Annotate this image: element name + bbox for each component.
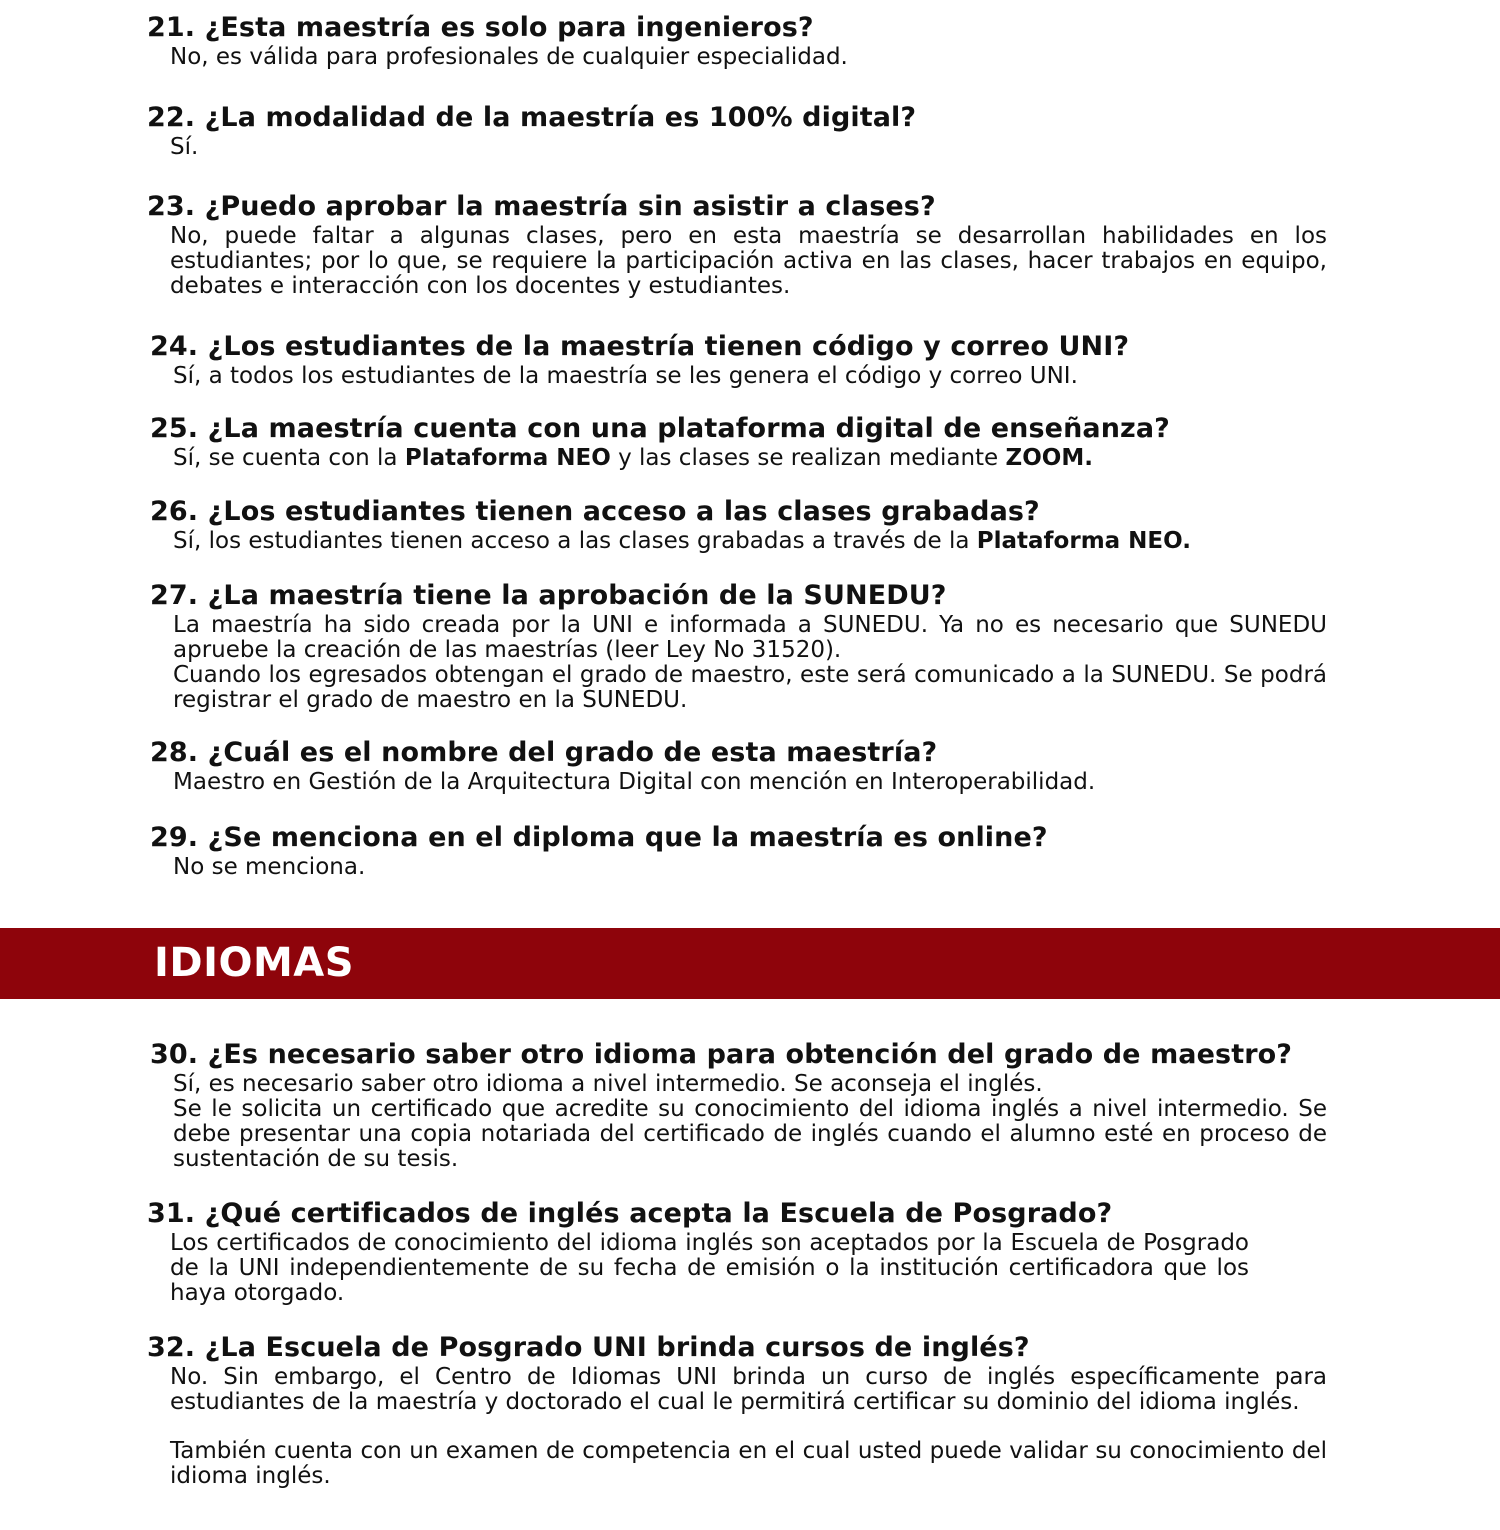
faq-item-29: [150, 821, 1330, 880]
faq-item-25: [150, 412, 1330, 471]
faq-question: 21. ¿Esta maestría es solo para ingenieros?: [147, 12, 814, 43]
faq-answer: [147, 224, 1327, 299]
faq-item-30: [150, 1038, 1327, 1172]
faq-answer-emphasis: Plataforma NEO: [404, 445, 611, 471]
faq-item-23: [147, 190, 1327, 299]
faq-answer-text: También cuenta con un examen de competencia en el cual usted puede validar su conocimiento del idioma inglés.: [170, 1438, 1327, 1489]
section-title: IDIOMAS: [154, 940, 355, 986]
faq-question: 22. ¿La modalidad de la maestría es 100% digital?: [147, 102, 917, 133]
faq-answer-segment: Sí, los estudiantes tienen acceso a las clases grabadas a través de la: [173, 528, 977, 554]
faq-question: 26. ¿Los estudiantes tienen acceso a las clases grabadas?: [150, 496, 1040, 527]
faq-answer-text: Maestro en Gestión de la Arquitectura Digital con mención en Interoperabilidad.: [173, 769, 1096, 795]
faq-item-21: [147, 11, 1327, 70]
faq-answer-text: [173, 529, 1330, 554]
faq-item-27: [150, 579, 1327, 713]
faq-question: 25. ¿La maestría cuenta con una plataforma digital de enseñanza?: [150, 413, 1170, 444]
faq-answer-text: Los certificados de conocimiento del idioma inglés son aceptados por la Escuela de Posgrado de la UNI independientemente de su fecha de emisión o la institución certificadora que los haya otorgado.: [170, 1230, 1249, 1306]
faq-answer: [150, 1072, 1327, 1172]
faq-question: 24. ¿Los estudiantes de la maestría tienen código y correo UNI?: [150, 331, 1130, 362]
faq-answer-text: Sí, a todos los estudiantes de la maestría se les genera el código y correo UNI.: [173, 363, 1078, 389]
faq-answer: [150, 364, 1330, 389]
faq-answer-segment: Sí, se cuenta con la: [173, 445, 405, 471]
faq-question: 31. ¿Qué certificados de inglés acepta la Escuela de Posgrado?: [147, 1198, 1113, 1229]
faq-answer: [147, 135, 1327, 160]
faq-answer-text: No, es válida para profesionales de cualquier especialidad.: [170, 44, 848, 70]
faq-answer-text: La maestría ha sido creada por la UNI e informada a SUNEDU. Ya no es necesario que SUNEDU apruebe la creación de las maestrías (leer Ley No 31520).: [173, 612, 1327, 663]
faq-answer: [150, 446, 1330, 471]
faq-answer: [150, 613, 1327, 713]
faq-item-22: [147, 101, 1327, 160]
faq-answer: [150, 770, 1330, 795]
faq-answer: [147, 1365, 1327, 1489]
faq-answer-emphasis: Plataforma NEO.: [976, 528, 1191, 554]
faq-question: 27. ¿La maestría tiene la aprobación de la SUNEDU?: [150, 580, 947, 611]
faq-answer: [150, 855, 1330, 880]
faq-answer-text: Sí.: [170, 134, 199, 160]
faq-answer-text: [173, 446, 1330, 471]
faq-answer-segment: y las clases se realizan mediante: [610, 445, 1006, 471]
faq-question: 28. ¿Cuál es el nombre del grado de esta maestría?: [150, 737, 938, 768]
faq-answer: [147, 45, 1327, 70]
faq-answer-text: Sí, es necesario saber otro idioma a nivel intermedio. Se aconseja el inglés.: [173, 1071, 1043, 1097]
faq-answer-text: Cuando los egresados obtengan el grado de maestro, este será comunicado a la SUNEDU. Se podrá registrar el grado de maestro en la SUNEDU.: [173, 662, 1327, 713]
faq-answer-text: No se menciona.: [173, 854, 366, 880]
faq-answer-text: No. Sin embargo, el Centro de Idiomas UNI brinda un curso de inglés específicamente para estudiantes de la maestría y doctorado el cual le permitirá certificar su dominio del idioma inglés.: [170, 1364, 1327, 1415]
section-header-band: [0, 928, 1500, 999]
faq-answer-text: Se le solicita un certificado que acredite su conocimiento del idioma inglés a nivel intermedio. Se debe presentar una copia notariada del certificado de inglés cuando el alumno esté en proceso de sustentación de su tesis.: [173, 1096, 1327, 1172]
faq-item-26: [150, 495, 1330, 554]
faq-question: 32. ¿La Escuela de Posgrado UNI brinda cursos de inglés?: [147, 1332, 1030, 1363]
faq-question: 29. ¿Se menciona en el diploma que la maestría es online?: [150, 822, 1048, 853]
faq-item-24: [150, 330, 1330, 389]
faq-answer: [147, 1231, 1249, 1306]
faq-question: 30. ¿Es necesario saber otro idioma para obtención del grado de maestro?: [150, 1039, 1293, 1070]
faq-item-32: [147, 1331, 1327, 1489]
faq-item-28: [150, 736, 1330, 795]
paragraph-spacer: [170, 1415, 1327, 1439]
faq-item-31: [147, 1197, 1249, 1306]
faq-answer: [150, 529, 1330, 554]
faq-question: 23. ¿Puedo aprobar la maestría sin asistir a clases?: [147, 191, 936, 222]
faq-answer-text: No, puede faltar a algunas clases, pero en esta maestría se desarrollan habilidades en los estudiantes; por lo que, se requiere la participación activa en las clases, hacer trabajos en equipo, debates e interacción con los docentes y estudiantes.: [170, 223, 1327, 299]
faq-answer-emphasis: ZOOM.: [1005, 445, 1093, 471]
